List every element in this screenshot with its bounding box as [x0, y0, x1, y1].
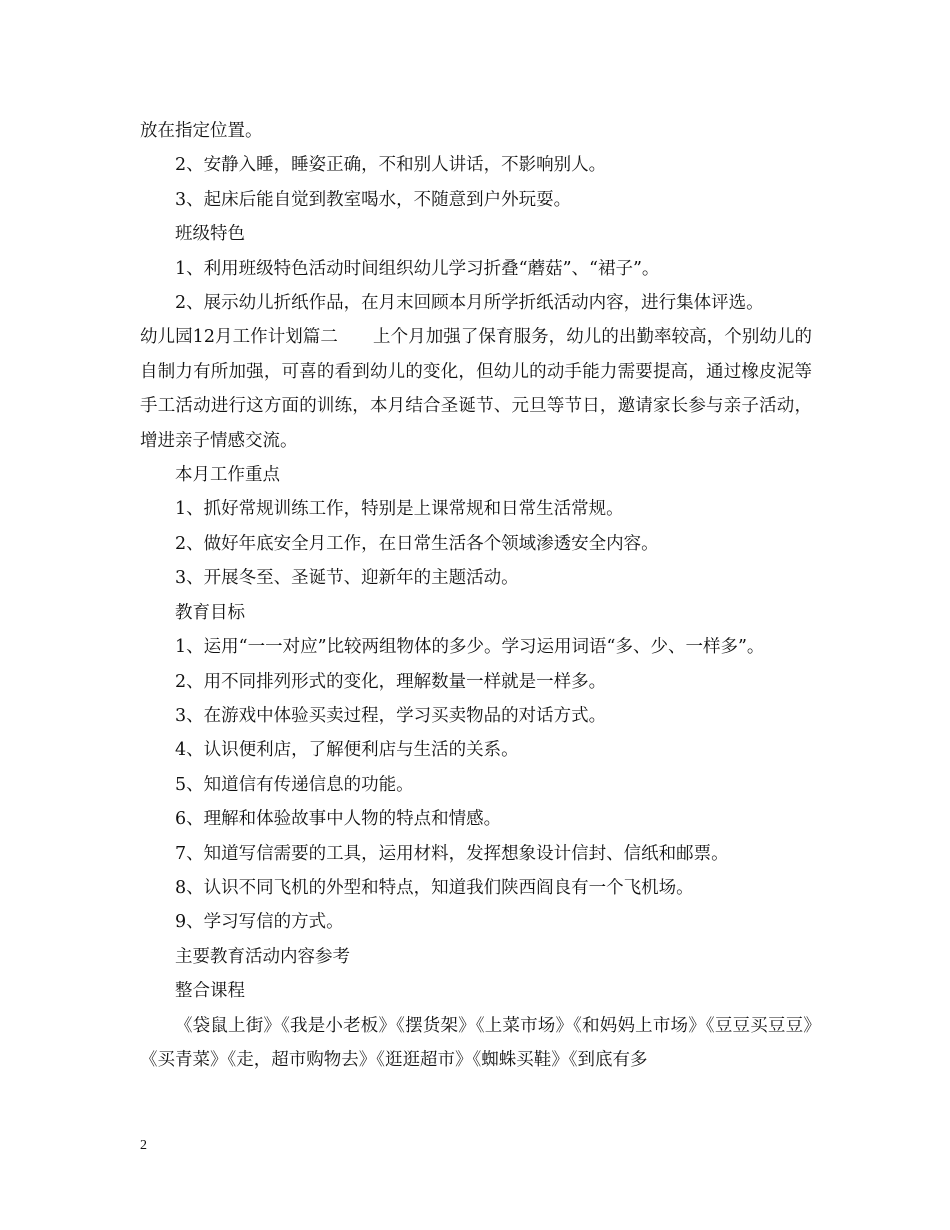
paragraph: 4、认识便利店，了解便利店与生活的关系。	[175, 740, 519, 761]
section-heading: 教育目标	[175, 602, 245, 623]
paragraph: 《袋鼠上街》《我是小老板》《摆货架》《上菜市场》《和妈妈上市场》《豆豆买豆豆》《买青菜》《走，超市购物去》《逛逛超市》《蜘蛛买鞋》《到底有多	[140, 1015, 812, 1070]
paragraph: 7、知道写信需要的工具，运用材料，发挥想象设计信封、信纸和邮票。	[175, 843, 729, 864]
paragraph: 3、在游戏中体验买卖过程，学习买卖物品的对话方式。	[175, 705, 607, 726]
paragraph: 1、运用“一一对应”比较两组物体的多少。学习运用词语“多、少、一样多”。	[175, 637, 765, 658]
section-heading: 本月工作重点	[175, 465, 280, 486]
paragraph: 2、用不同排列形式的变化，理解数量一样就是一样多。	[175, 671, 607, 692]
paragraph: 放在指定位置。	[140, 121, 263, 141]
paragraph: 2、展示幼儿折纸作品，在月末回顾本月所学折纸活动内容，进行集体评选。	[175, 293, 764, 314]
paragraph: 1、利用班级特色活动时间组织幼儿学习折叠“蘑菇”、“裙子”。	[175, 258, 660, 279]
page-number: 2	[140, 1138, 147, 1153]
section-heading: 班级特色	[175, 224, 245, 245]
paragraph: 3、开展冬至、圣诞节、迎新年的主题活动。	[175, 568, 519, 589]
paragraph: 9、学习写信的方式。	[175, 912, 344, 933]
paragraph: 2、安静入睡，睡姿正确，不和别人讲话，不影响别人。	[175, 155, 607, 176]
paragraph: 5、知道信有传递信息的功能。	[175, 774, 414, 795]
document-body	[140, 114, 812, 1077]
section-heading: 主要教育活动内容参考	[175, 946, 350, 967]
paragraph: 6、理解和体验故事中人物的特点和情感。	[175, 809, 502, 830]
paragraph: 3、起床后能自觉到教室喝水，不随意到户外玩耍。	[175, 189, 572, 210]
paragraph: 幼儿园12月工作计划篇二 上个月加强了保育服务，幼儿的出勤率较高，个别幼儿的自制力有所加强，可喜的看到幼儿的变化，但幼儿的动手能力需要提高，通过橡皮泥等手工活动进行这方面的训练，本月结合圣诞节、元旦等节日，邀请家长参与亲子活动，增进亲子情感交流。	[140, 327, 812, 451]
paragraph: 1、抓好常规训练工作，特别是上课常规和日常生活常规。	[175, 499, 624, 520]
paragraph: 2、做好年底安全月工作，在日常生活各个领域渗透安全内容。	[175, 533, 659, 554]
paragraph: 8、认识不同飞机的外型和特点，知道我们陕西阎良有一个飞机场。	[175, 877, 694, 898]
section-heading: 整合课程	[175, 981, 245, 1002]
